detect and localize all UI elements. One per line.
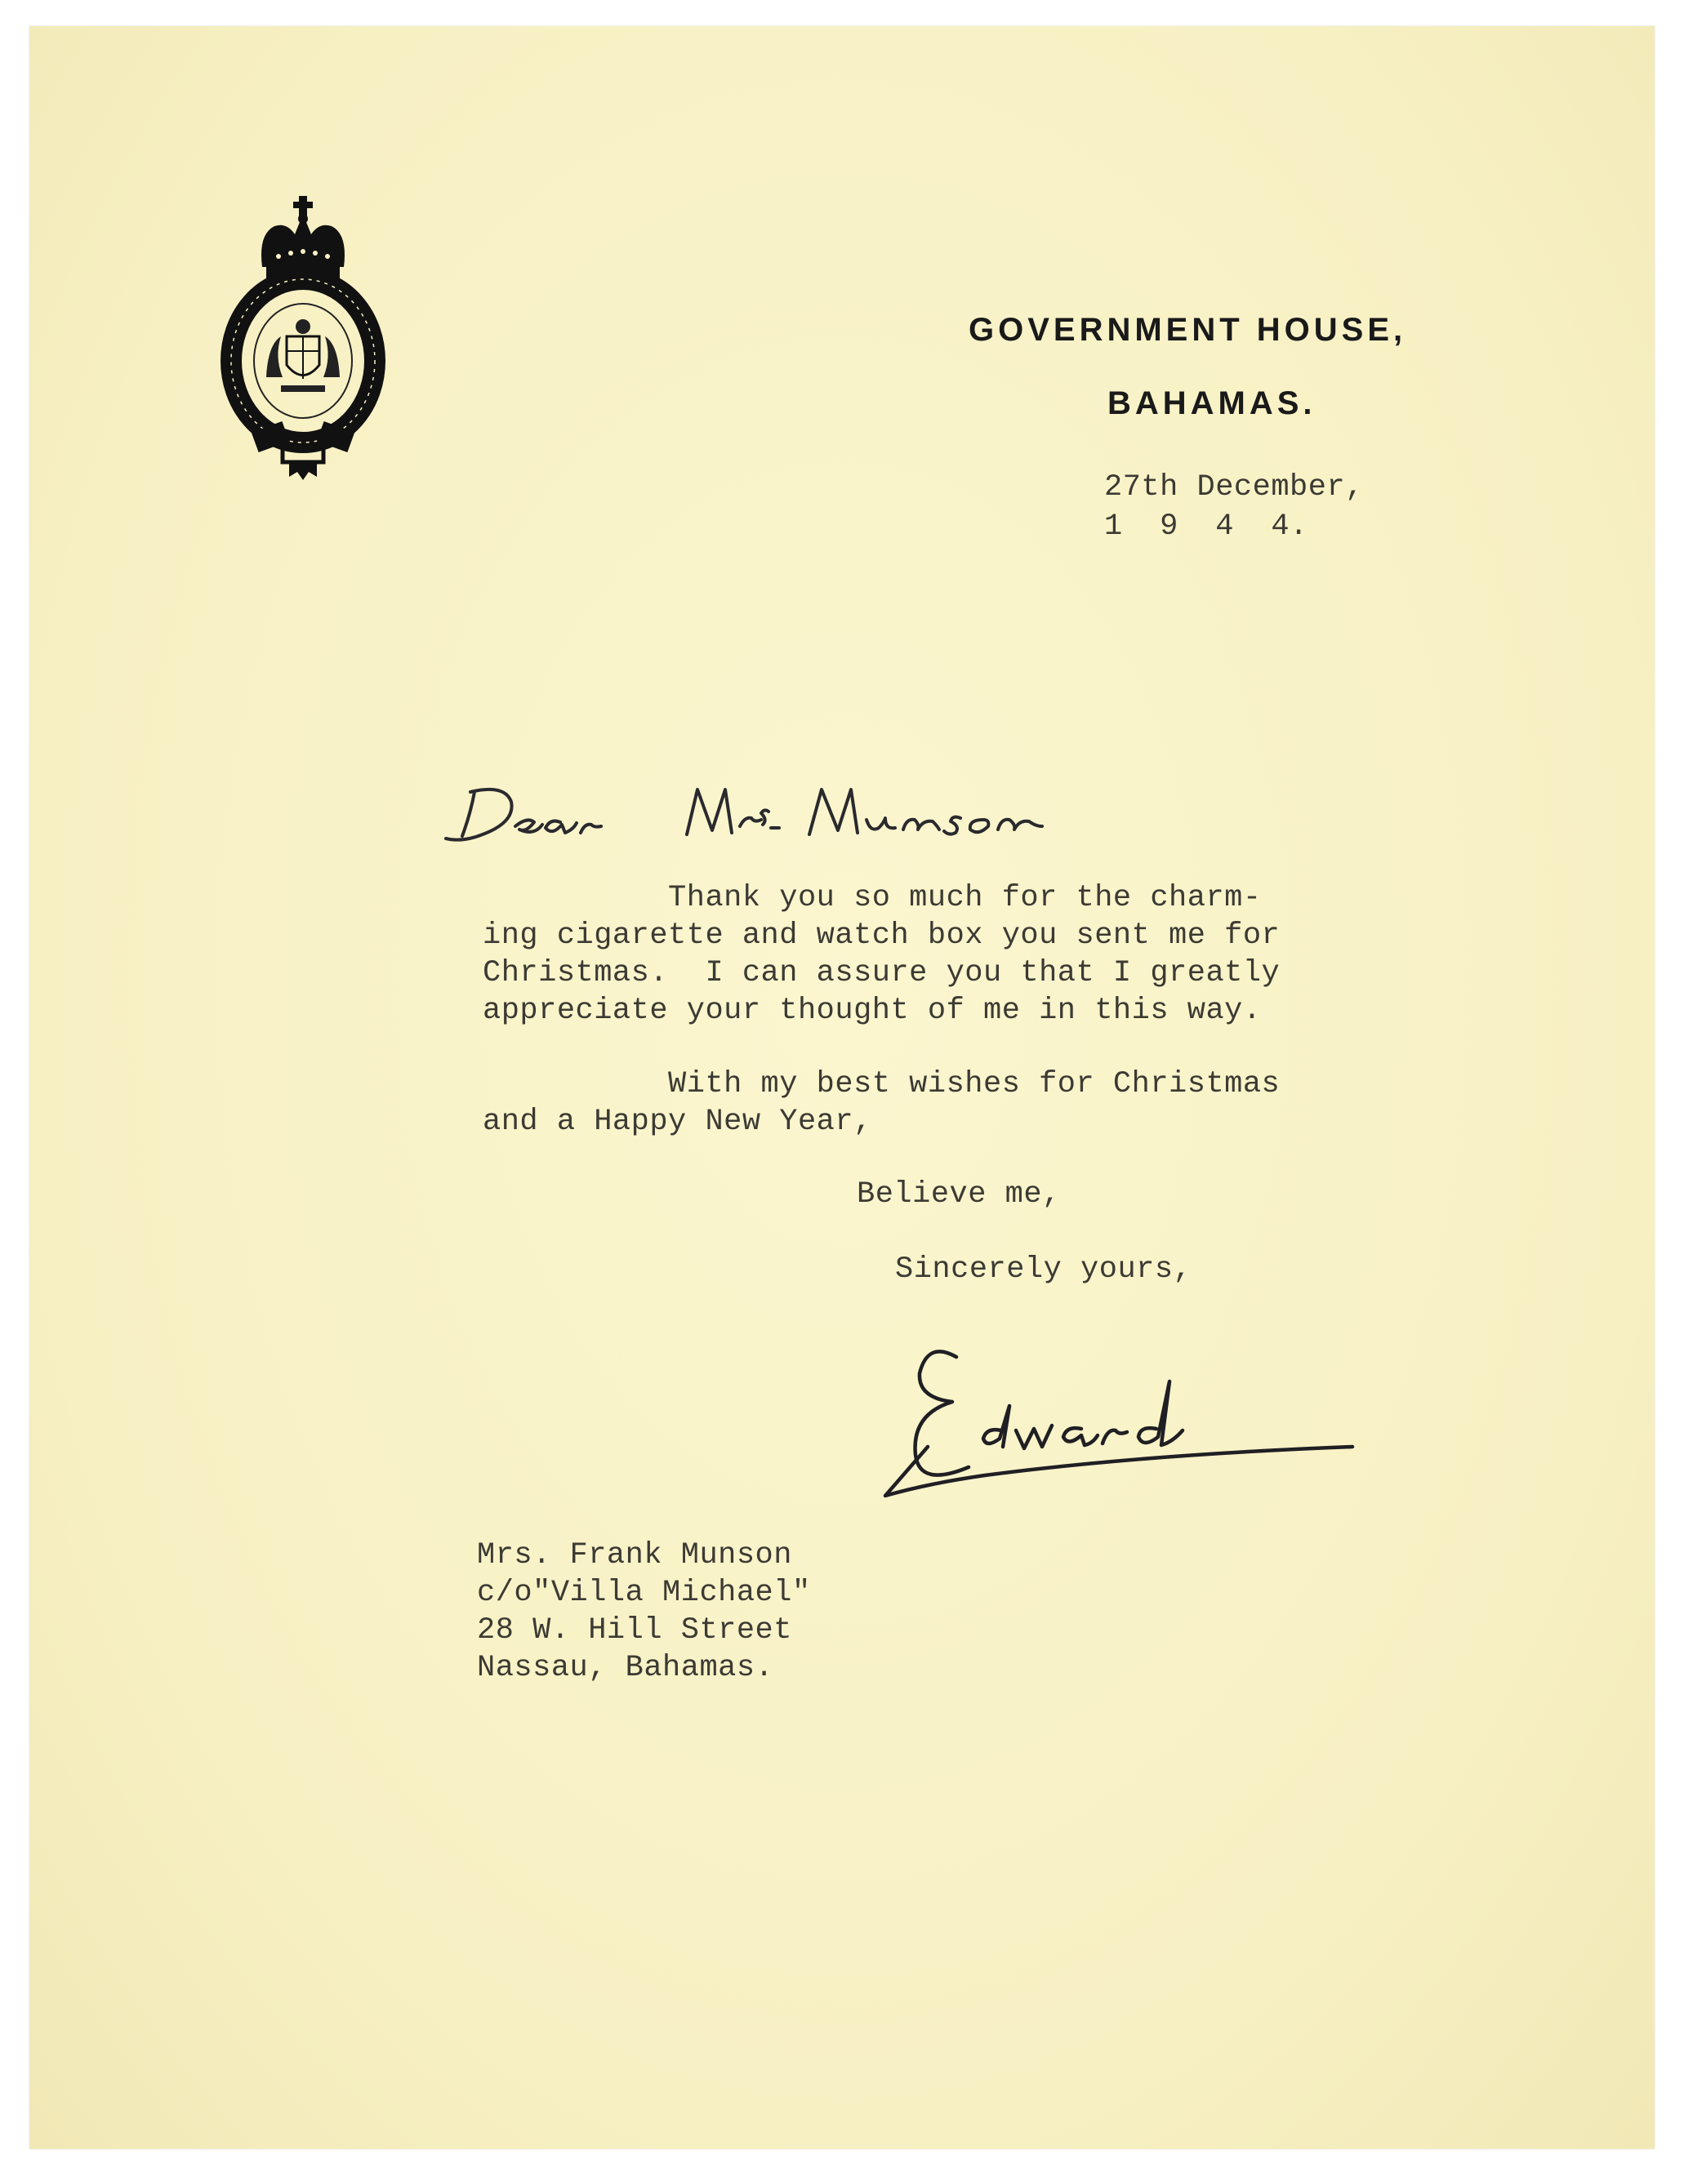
signature-edward (879, 1324, 1401, 1520)
letter-date-year: 1 9 4 4. (1104, 509, 1308, 544)
recipient-address (477, 1537, 811, 1687)
handwritten-salutation (438, 745, 1140, 859)
body-line: and a Happy New Year, (483, 1105, 872, 1139)
letterhead-subtitle: BAHAMAS. (1107, 385, 1316, 421)
address-line: c/o"Villa Michael" (477, 1576, 811, 1610)
letter-date-day: 27th December, (1104, 470, 1364, 505)
address-line: Mrs. Frank Munson (477, 1538, 792, 1572)
closing-line-1: Believe me, (857, 1177, 1061, 1212)
governor-crest-icon (217, 189, 389, 483)
letterhead-title: GOVERNMENT HOUSE, (969, 312, 1407, 348)
address-line: Nassau, Bahamas. (477, 1651, 774, 1685)
body-line: Christmas. I can assure you that I greatly (483, 956, 1281, 990)
body-line: Thank you so much for the charm- (483, 881, 1262, 915)
closing-line-2: Sincerely yours, (895, 1252, 1192, 1287)
body-line: With my best wishes for Christmas (483, 1067, 1281, 1101)
body-paragraph-1 (483, 879, 1280, 1030)
letter-sheet (29, 26, 1655, 2149)
body-line: ing cigarette and watch box you sent me for (483, 919, 1281, 953)
body-line: appreciate your thought of me in this way. (483, 994, 1262, 1028)
address-line: 28 W. Hill Street (477, 1613, 792, 1648)
body-paragraph-2 (483, 1065, 1280, 1141)
